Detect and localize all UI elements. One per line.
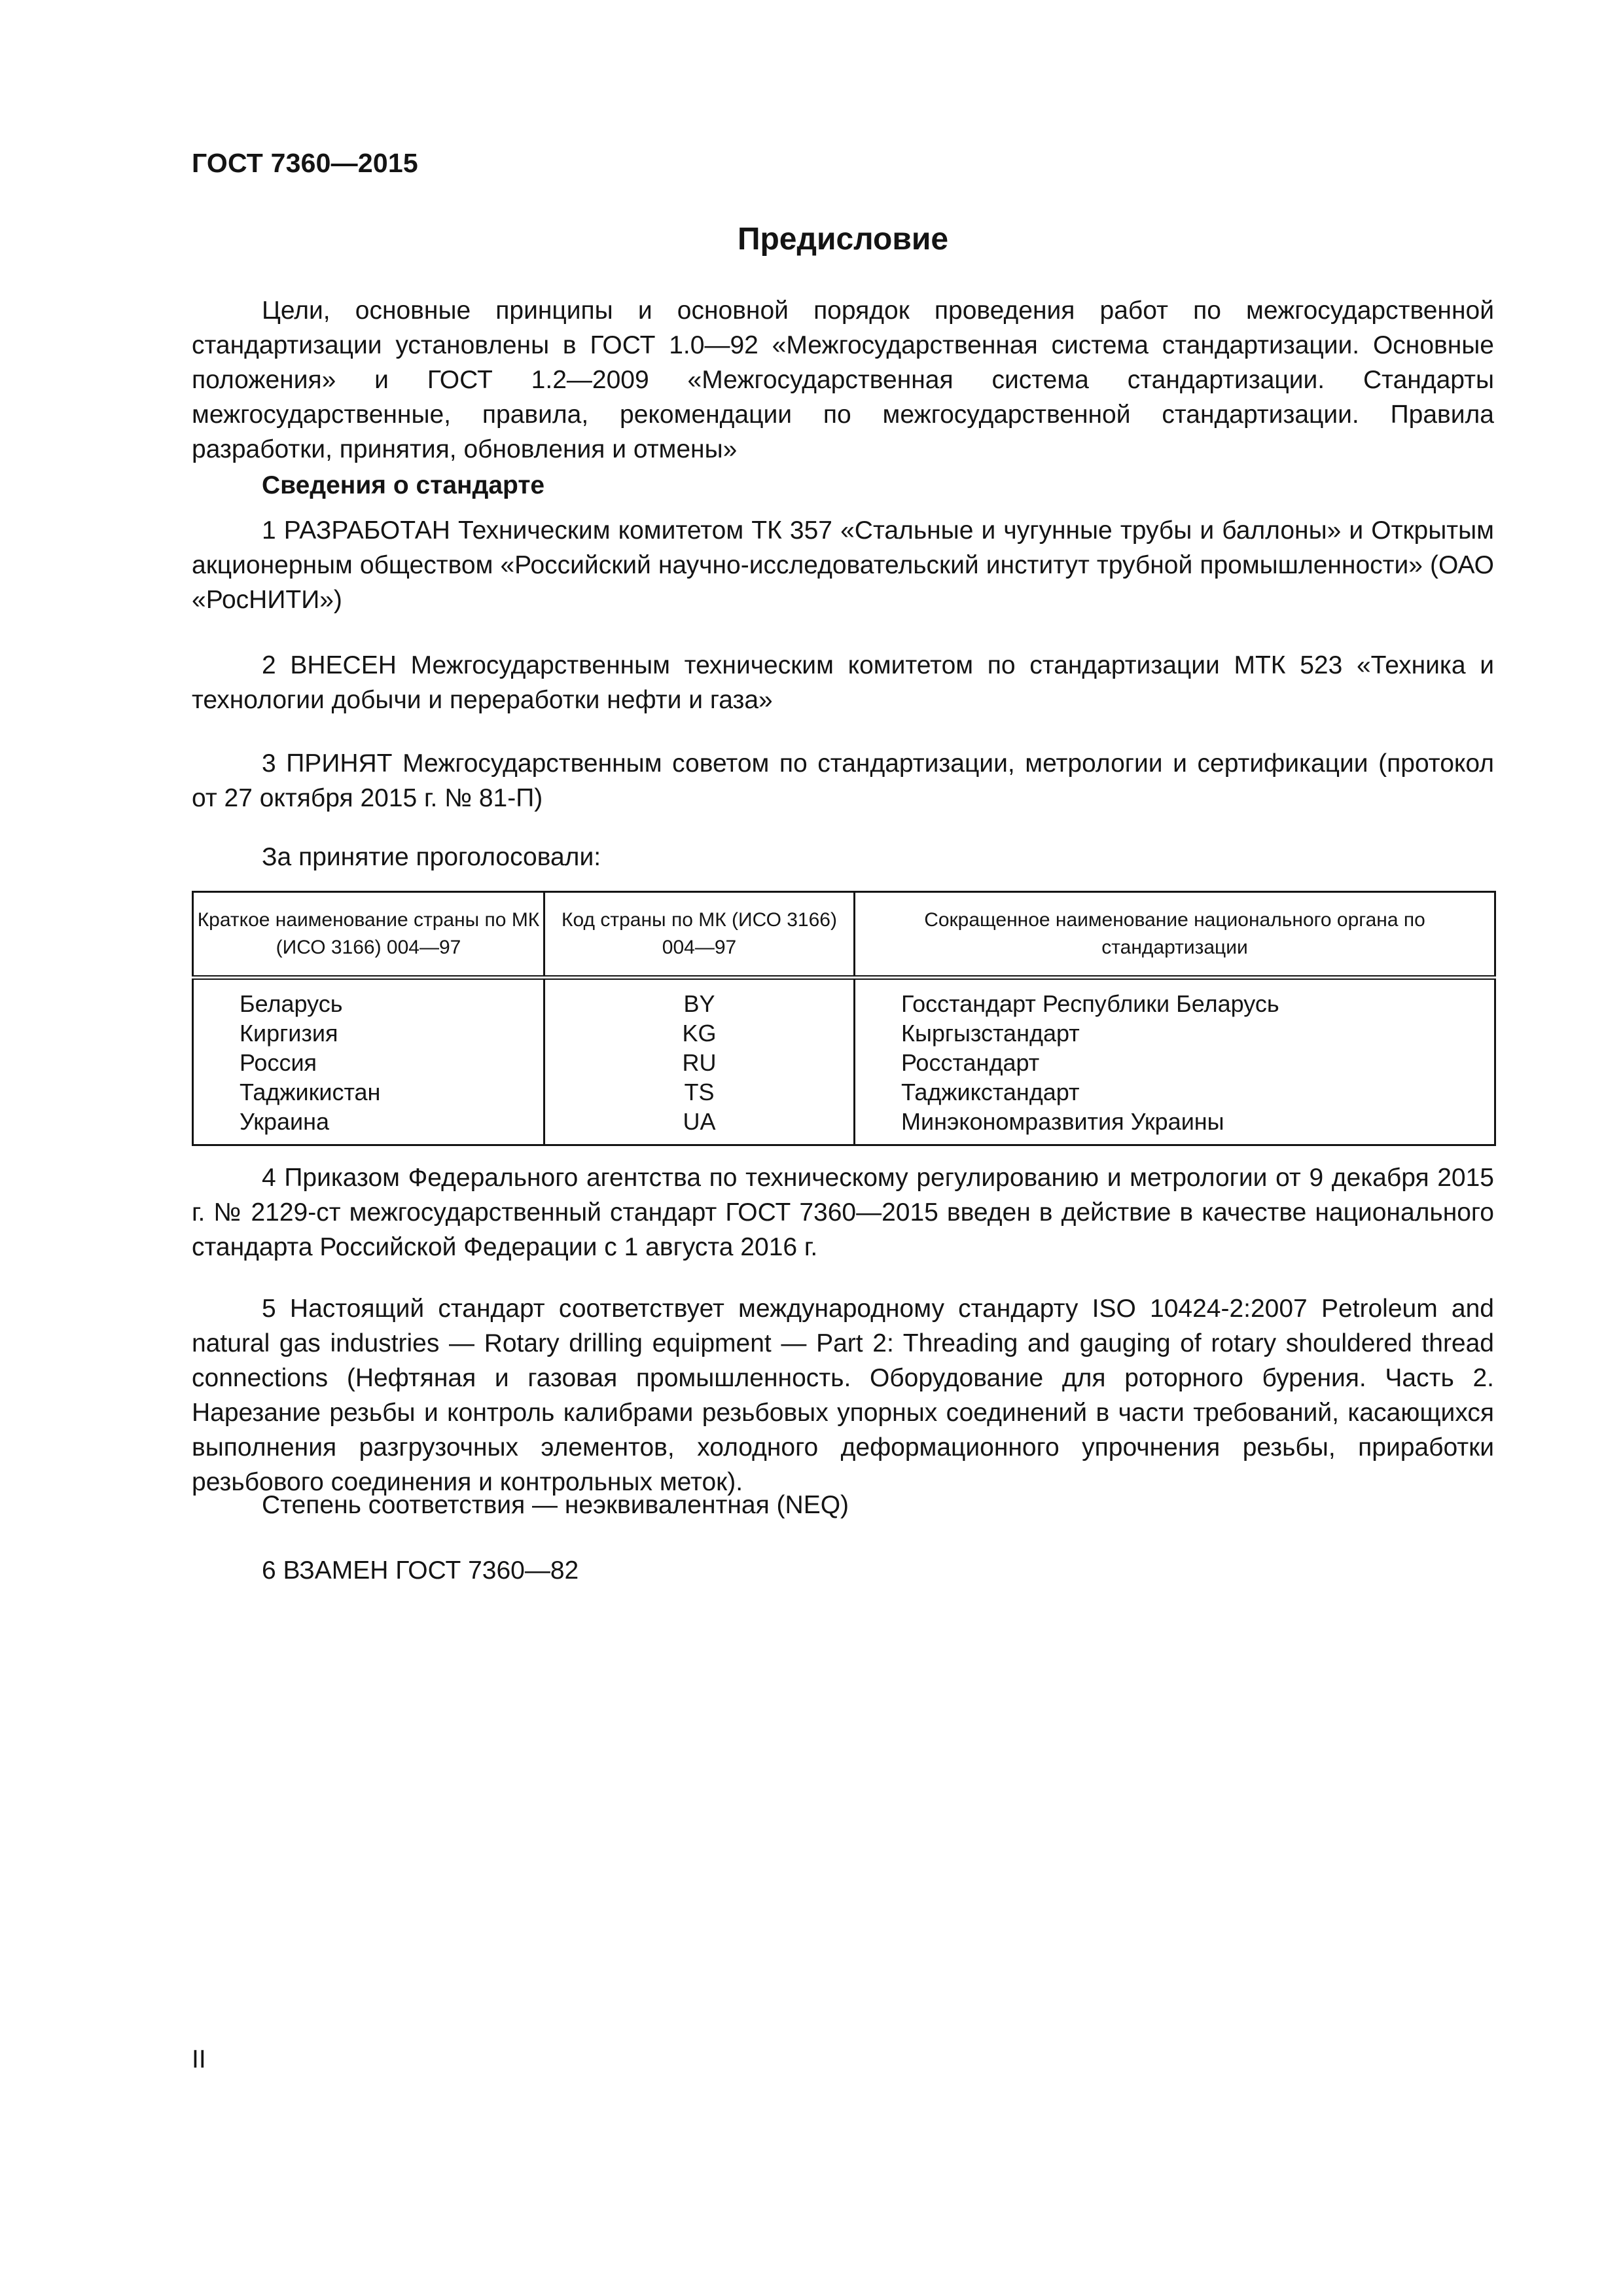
header-body: Сокращенное наименование национального органа по стандартизации xyxy=(855,892,1495,978)
table-row xyxy=(193,1018,1495,1048)
voted-label: За принятие проголосовали: xyxy=(262,843,601,871)
section-heading: Сведения о стандарте xyxy=(262,471,545,499)
page-title: Предисловие xyxy=(737,222,949,257)
body-cell: Таджикстандарт xyxy=(855,1077,1495,1107)
intro-paragraph: Цели, основные принципы и основной порядок проведения работ по межгосударственной стандартизации установлены в ГОСТ 1.0—92 «Межгосударственная система стандартизации. Основные положения» и ГОСТ 1.2—2009 «Межгосударственная система стандартизации. Стандарты межгосударственные, правила, рекомендации по межгосударственной стандартизации. Правила разработки, принятия, обновления и отмены» xyxy=(192,296,1494,463)
country-cell: Россия xyxy=(193,1048,544,1077)
header-country: Краткое наименование страны по МК (ИСО 3166) 004—97 xyxy=(193,892,544,978)
code-cell: TS xyxy=(544,1077,855,1107)
code-cell: BY xyxy=(544,978,855,1019)
country-cell: Таджикистан xyxy=(193,1077,544,1107)
table-row xyxy=(193,1048,1495,1077)
compliance-degree: Степень соответствия — неэквивалентная (NEQ) xyxy=(262,1491,849,1519)
header-code: Код страны по МК (ИСО 3166) 004—97 xyxy=(544,892,855,978)
table-header-row xyxy=(193,892,1495,978)
country-cell: Украина xyxy=(193,1107,544,1145)
item-4-paragraph: 4 Приказом Федерального агентства по техническому регулированию и метрологии от 9 декабря 2015 г. № 2129-ст межгосударственный стандарт ГОСТ 7360—2015 введен в действие в качестве национального стандарта Российской Федерации с 1 августа 2016 г. xyxy=(192,1164,1494,1261)
code-cell: KG xyxy=(544,1018,855,1048)
document-code: ГОСТ 7360—2015 xyxy=(192,148,418,178)
item-5-paragraph: 5 Настоящий стандарт соответствует международному стандарту ISO 10424-2:2007 Petroleum and natural gas industries — Rotary drilling equipment — Part 2: Threading and gauging of rotary shouldered thread connections (Нефтяная и газовая промышленность. Оборудование для роторного бурения. Часть 2. Нарезание резьбы и контроль калибрами резьбовых упорных соединений в части требований, касающихся выполнения разгрузочных элементов, холодного деформационного упрочнения резьбы, приработки резьбового соединения и контрольных меток). xyxy=(192,1295,1494,1496)
item-3-paragraph: 3 ПРИНЯТ Межгосударственным советом по стандартизации, метрологии и сертификации (протокол от 27 октября 2015 г. № 81-П) xyxy=(192,749,1494,812)
item-2-paragraph: 2 ВНЕСЕН Межгосударственным техническим комитетом по стандартизации МТК 523 «Техника и технологии добычи и переработки нефти и газа» xyxy=(192,651,1494,714)
page-number: II xyxy=(192,2045,206,2073)
table-row xyxy=(193,1077,1495,1107)
body-cell: Росстандарт xyxy=(855,1048,1495,1077)
voting-table xyxy=(192,891,1496,1146)
body-cell: Госстандарт Республики Беларусь xyxy=(855,978,1495,1019)
country-cell: Беларусь xyxy=(193,978,544,1019)
table-row xyxy=(193,978,1495,1019)
country-cell: Киргизия xyxy=(193,1018,544,1048)
code-cell: RU xyxy=(544,1048,855,1077)
item-1-paragraph: 1 РАЗРАБОТАН Техническим комитетом ТК 357 «Стальные и чугунные трубы и баллоны» и Открытым акционерным обществом «Российский научно-исследовательский институт трубной промышленности» (ОАО «РосНИТИ») xyxy=(192,516,1494,614)
body-cell: Кыргызстандарт xyxy=(855,1018,1495,1048)
code-cell: UA xyxy=(544,1107,855,1145)
table-row xyxy=(193,1107,1495,1145)
item-6-paragraph: 6 ВЗАМЕН ГОСТ 7360—82 xyxy=(262,1556,579,1585)
body-cell: Минэкономразвития Украины xyxy=(855,1107,1495,1145)
